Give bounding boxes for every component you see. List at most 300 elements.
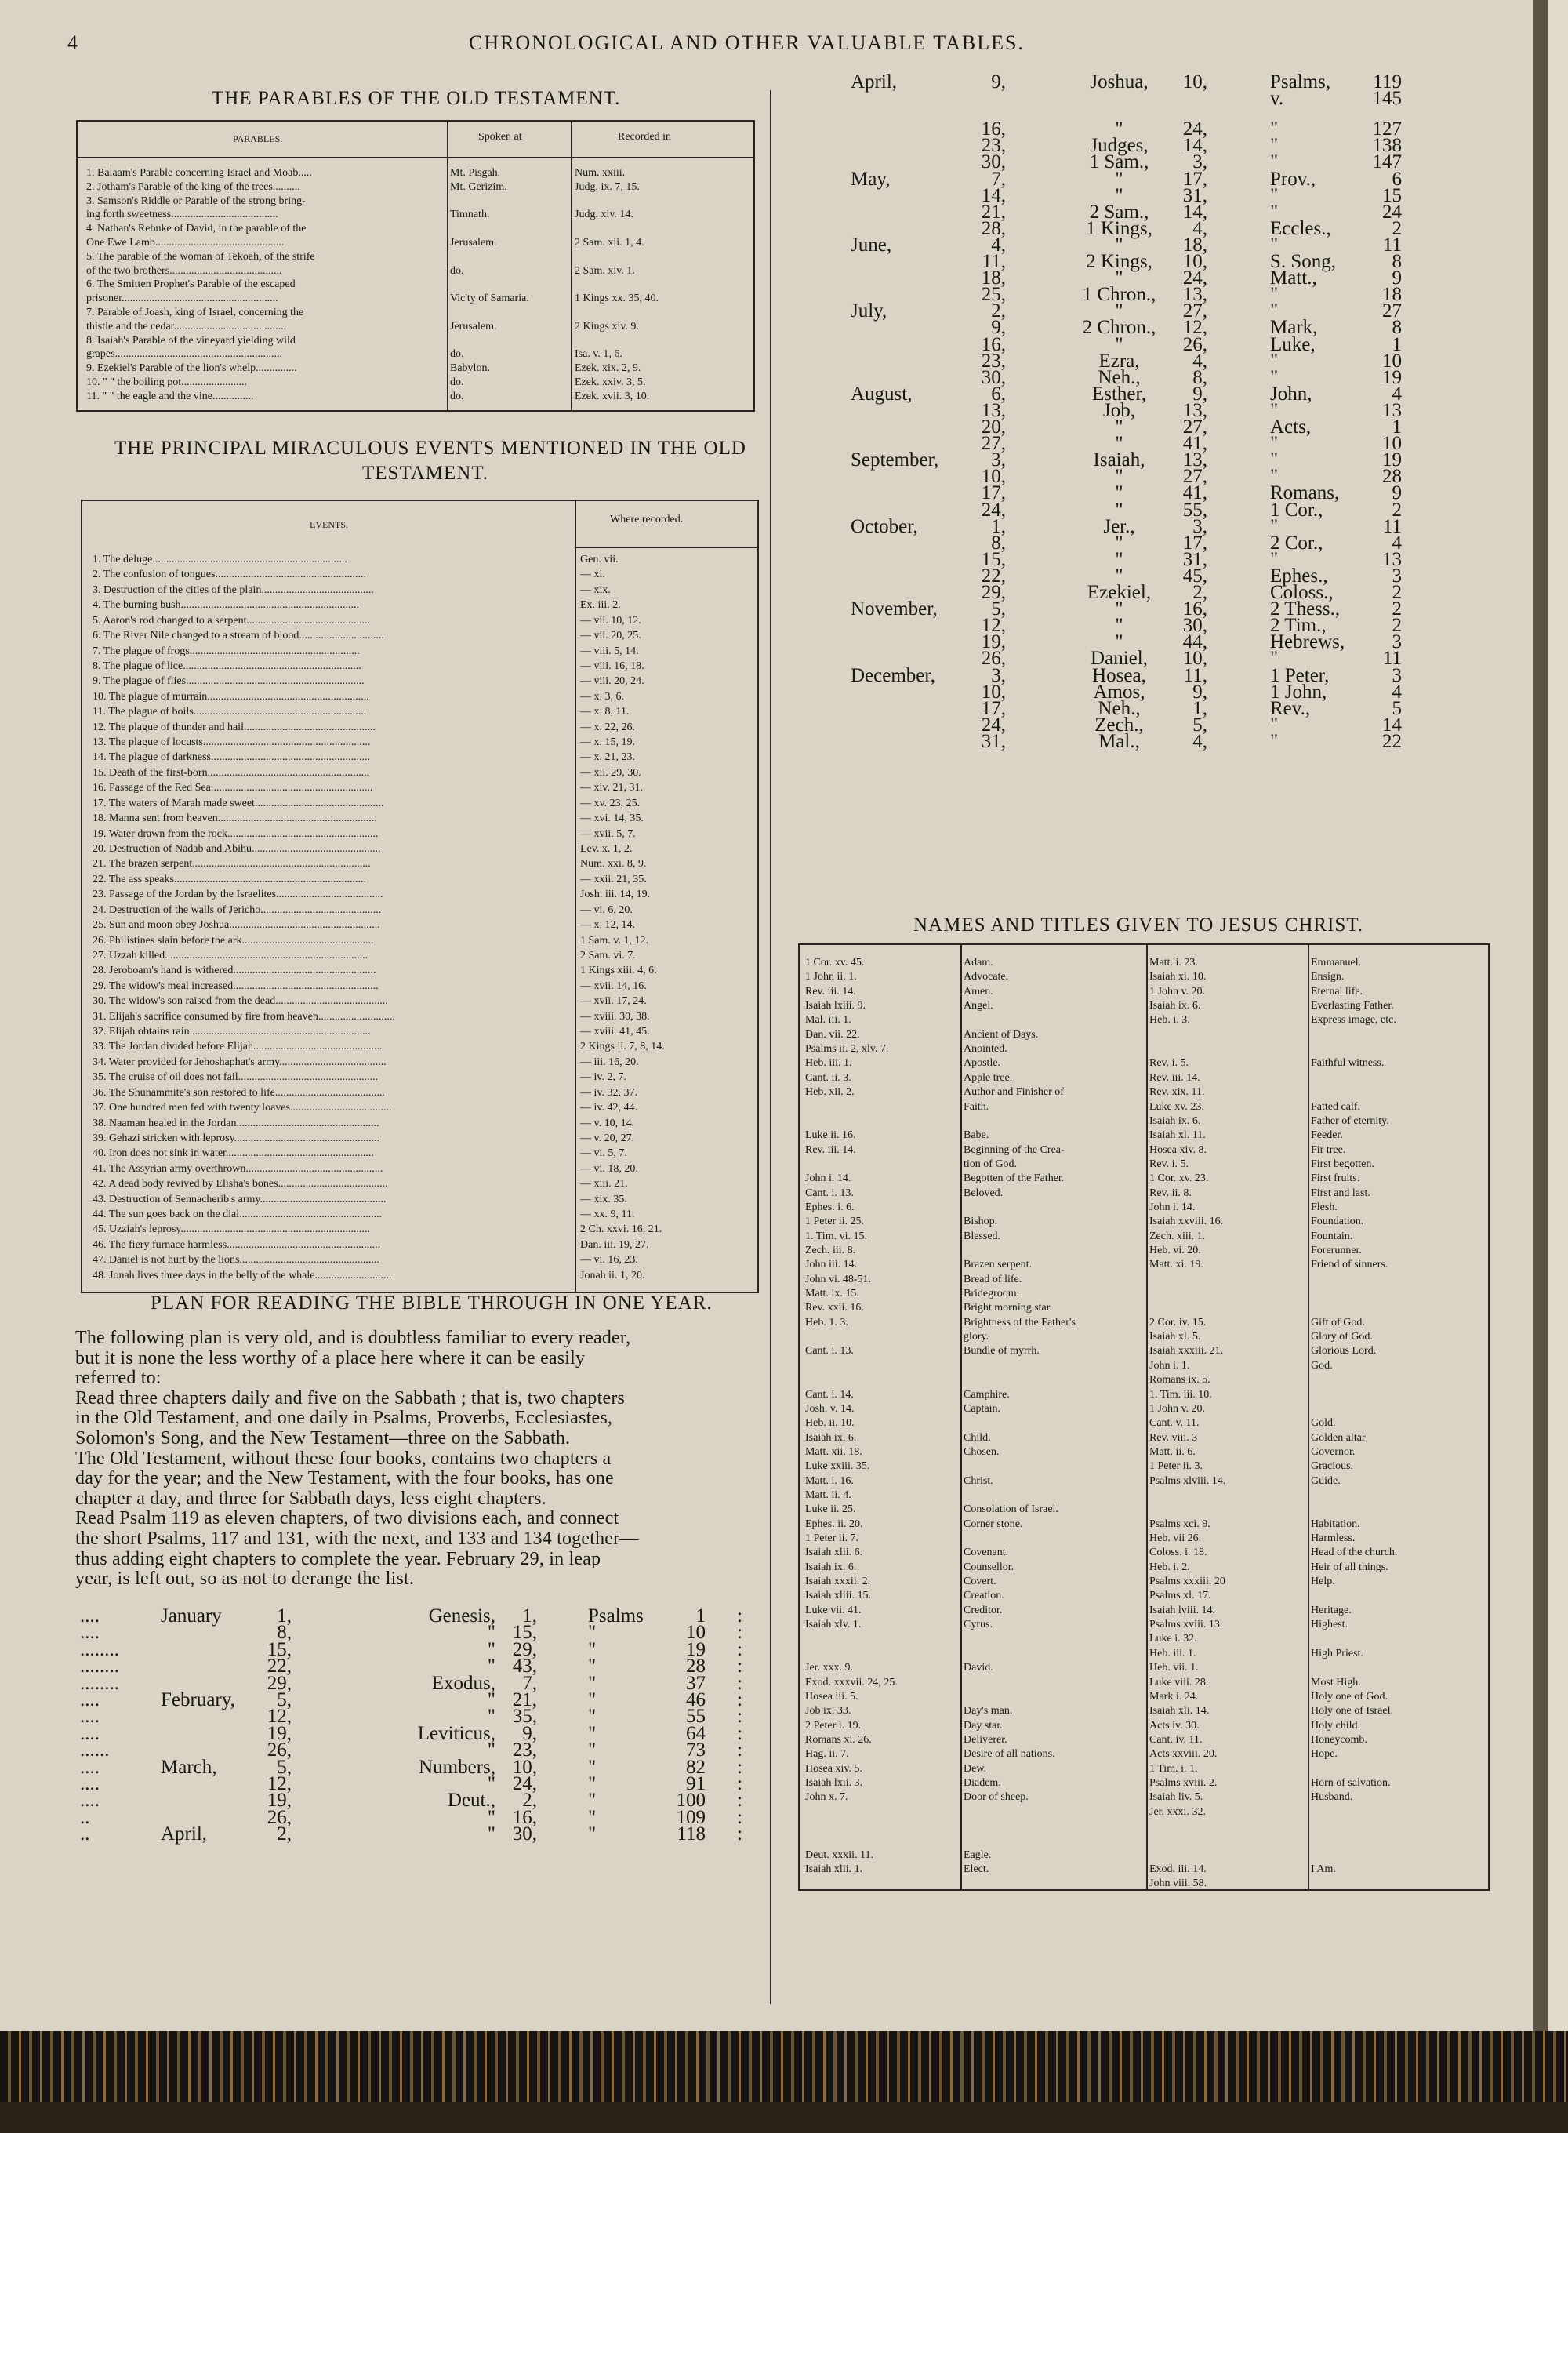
events-header-where: Where recorded. — [610, 514, 684, 525]
reading-psalm-chapter: 8 — [1392, 251, 1402, 272]
names-col4-name: Express image, etc. — [1311, 1014, 1396, 1027]
reading-psalm-book: 1 Peter, — [1270, 664, 1330, 686]
reading-psalm-book: " — [1270, 118, 1279, 140]
names-col2-name: Covert. — [964, 1576, 996, 1588]
names-col3-ref: 1 Peter ii. 3. — [1149, 1460, 1203, 1473]
reading-psalm-book: Matt., — [1270, 267, 1317, 289]
reading-day: 16, — [981, 333, 1006, 355]
plan-text-line: day for the year; and the New Testament, with the four books, has one — [75, 1468, 614, 1489]
names-col4-name: Highest. — [1311, 1619, 1348, 1631]
event-row-text: 30. The widow's son raised from the dead......................................... — [93, 995, 388, 1008]
reading-day: 3, — [991, 664, 1006, 686]
event-row-text: 14. The plague of darkness.......................................................... — [93, 751, 370, 764]
names-col2-name: Angel. — [964, 1000, 993, 1012]
reading-dots: ........ — [80, 1638, 119, 1660]
event-row-ref: Jonah ii. 1, 20. — [580, 1269, 645, 1281]
reading-chapter: 30, — [1182, 615, 1207, 637]
names-col3-ref: 1 John v. 20. — [1149, 1402, 1206, 1415]
reading-day: 7, — [991, 168, 1006, 190]
parable-row-text: 10. " " the boiling pot........................ — [86, 376, 248, 388]
names-col4-name: Flesh. — [1311, 1201, 1338, 1213]
names-col1-ref: Isaiah lxiii. 9. — [805, 1000, 866, 1012]
event-row-ref: — x. 3, 6. — [580, 690, 624, 703]
names-col3-ref: Isaiah xxxiii. 21. — [1149, 1345, 1224, 1358]
names-col4-name: Fir tree. — [1311, 1143, 1346, 1156]
names-col3-ref: Rev. viii. 3 — [1149, 1431, 1198, 1444]
names-col3-ref: 1. Tim. iii. 10. — [1149, 1388, 1212, 1401]
reading-book: " — [487, 1689, 495, 1710]
event-row-text: 3. Destruction of the cities of the plain......................................... — [93, 583, 374, 596]
names-col2-name: Cyrus. — [964, 1619, 993, 1631]
event-row-ref: 2 Sam. vi. 7. — [580, 949, 636, 961]
names-col3-ref: Isaiah ix. 6. — [1149, 1114, 1201, 1127]
plan-text-line: thus adding eight chapters to complete the year. February 29, in leap — [75, 1548, 601, 1569]
names-col3-ref: Heb. vii. 1. — [1149, 1662, 1199, 1674]
names-col4-name: Horn of salvation. — [1311, 1776, 1391, 1789]
reading-book: " — [487, 1806, 495, 1828]
parable-row-ref: 1 Kings xx. 35, 40. — [575, 293, 659, 305]
reading-day: 15, — [981, 548, 1006, 570]
reading-chapter: 10, — [512, 1756, 537, 1778]
reading-psalm-book: " — [1270, 449, 1279, 471]
parable-row-ref: Ezek. xxiv. 3, 5. — [575, 376, 646, 388]
event-row-ref: — vii. 20, 25. — [580, 630, 641, 642]
names-col2-name: Brightness of the Father's — [964, 1316, 1076, 1329]
event-row-ref: 2 Kings ii. 7, 8, 14. — [580, 1041, 665, 1053]
names-col4-name: Gracious. — [1311, 1460, 1354, 1473]
names-col3-ref: Romans ix. 5. — [1149, 1374, 1210, 1387]
event-row-text: 18. Manna sent from heaven.......................................................... — [93, 812, 377, 825]
parable-row-ref: 2 Kings xiv. 9. — [575, 320, 639, 333]
reading-psalm-book: " — [1270, 548, 1279, 570]
names-col1-ref: Luke ii. 25. — [805, 1503, 856, 1516]
names-col1-ref: Hosea xiv. 5. — [805, 1762, 862, 1775]
event-row-ref: — xvii. 14, 16. — [580, 980, 647, 992]
reading-psalm-book: " — [1270, 366, 1279, 388]
event-row-ref: — vii. 10, 12. — [580, 614, 641, 627]
names-col3-ref: Isaiah lviii. 14. — [1149, 1604, 1215, 1616]
reading-book: Zech., — [1094, 714, 1144, 736]
reading-psalm-chapter: 11 — [1382, 515, 1402, 537]
event-row-text: 5. Aaron's rod changed to a serpent............................................. — [93, 614, 371, 627]
reading-book: Exodus, — [431, 1672, 495, 1694]
names-col3-ref: Matt. xi. 19. — [1149, 1259, 1203, 1271]
reading-end-mark: : — [737, 1706, 742, 1728]
names-col3-ref: Acts xxviii. 20. — [1149, 1748, 1218, 1761]
names-col2-name: Counsellor. — [964, 1561, 1014, 1573]
event-row-ref: 2 Ch. xxvi. 16, 21. — [580, 1223, 662, 1236]
reading-psalm-book: " — [588, 1806, 597, 1828]
event-row-ref: — xviii. 30, 38. — [580, 1010, 650, 1023]
names-col3-ref: Hosea xiv. 8. — [1149, 1143, 1207, 1156]
names-col3-ref: Cant. v. 11. — [1149, 1417, 1200, 1430]
names-col2-name: Desire of all nations. — [964, 1748, 1055, 1761]
reading-book: " — [1115, 466, 1123, 488]
event-row-ref: — viii. 16, 18. — [580, 660, 644, 672]
names-col1-ref: Luke xxiii. 35. — [805, 1460, 870, 1473]
event-row-ref: — iv. 42, 44. — [580, 1102, 637, 1114]
reading-book: 1 Sam., — [1089, 151, 1149, 173]
names-col3-ref: 1 Cor. xv. 23. — [1149, 1172, 1209, 1185]
reading-book: Job, — [1103, 399, 1135, 421]
reading-psalm-book: " — [588, 1823, 597, 1845]
reading-book: Neh., — [1098, 366, 1141, 388]
reading-chapter: 9, — [1192, 681, 1207, 703]
reading-chapter: 10, — [1182, 71, 1207, 93]
event-row-text: 10. The plague of murrain........................................................... — [93, 690, 369, 703]
parable-row-place: Mt. Pisgah. — [450, 167, 501, 179]
names-col2-name: Chosen. — [964, 1445, 1000, 1458]
parable-row-place: Jerusalem. — [450, 320, 497, 333]
reading-book: Judges, — [1090, 135, 1149, 157]
names-col2-name: David. — [964, 1662, 993, 1674]
reading-psalm-book: Coloss., — [1270, 582, 1334, 603]
reading-psalm-chapter: 2 — [1392, 582, 1402, 603]
reading-day: 29, — [267, 1672, 292, 1694]
reading-day: 10, — [981, 681, 1006, 703]
event-row-text: 35. The cruise of oil does not fail................................................... — [93, 1071, 379, 1084]
reading-chapter: 31, — [1182, 548, 1207, 570]
parable-row-place: Timnath. — [450, 209, 490, 221]
names-col1-ref: Luke ii. 16. — [805, 1129, 856, 1142]
reading-end-mark: : — [737, 1689, 742, 1710]
parable-row-text: 2. Jotham's Parable of the king of the trees.......... — [86, 180, 300, 193]
reading-chapter: 12, — [1182, 317, 1207, 339]
names-col2-name: Brazen serpent. — [964, 1259, 1033, 1271]
reading-book: Jer., — [1103, 515, 1135, 537]
reading-psalm-chapter: 91 — [686, 1773, 706, 1794]
reading-psalm-chapter: 3 — [1392, 631, 1402, 653]
event-row-text: 11. The plague of boils............................................................... — [93, 706, 367, 718]
reading-psalm-book: " — [1270, 433, 1279, 455]
names-col1-ref: Matt. ii. 4. — [805, 1488, 851, 1501]
reading-day: 6, — [991, 383, 1006, 405]
reading-psalm-chapter: 82 — [686, 1756, 706, 1778]
event-row-text: 6. The River Nile changed to a stream of blood............................... — [93, 630, 384, 642]
reading-psalm-chapter: 119 — [1373, 71, 1402, 93]
reading-day: 26, — [267, 1806, 292, 1828]
plan-text-line: Read three chapters daily and five on the Sabbath ; that is, two chapters — [75, 1387, 626, 1408]
reading-psalm-chapter: 1 — [695, 1605, 706, 1627]
names-col4-name: Head of the church. — [1311, 1547, 1398, 1559]
reading-book: Leviticus, — [417, 1722, 495, 1744]
reading-day: 9, — [991, 317, 1006, 339]
event-row-ref: — xix. — [580, 583, 611, 596]
event-row-ref: — iii. 16, 20. — [580, 1056, 639, 1068]
event-row-text: 47. Daniel is not hurt by the lions................................................... — [93, 1254, 379, 1267]
reading-chapter: 1, — [1192, 697, 1207, 719]
reading-chapter: 13, — [1182, 449, 1207, 471]
event-row-text: 44. The sun goes back on the dial.................................................... — [93, 1209, 383, 1221]
reading-psalm-chapter: 19 — [1382, 366, 1402, 388]
reading-book: " — [1115, 118, 1123, 140]
reading-chapter: 41, — [1182, 482, 1207, 504]
reading-psalm-book: v. — [1270, 88, 1284, 110]
reading-dots: .. — [80, 1806, 90, 1828]
parable-row-place: do. — [450, 390, 464, 402]
reading-day: 10, — [981, 466, 1006, 488]
names-col4-name: Holy one of God. — [1311, 1690, 1388, 1703]
reading-book: Ezra, — [1098, 350, 1140, 372]
names-col3-ref: Heb. vi. 20. — [1149, 1245, 1201, 1256]
names-col2-name: Amen. — [964, 985, 993, 998]
event-row-text: 29. The widow's meal increased..................................................... — [93, 980, 379, 992]
reading-psalm-book: Psalms — [588, 1605, 644, 1627]
reading-psalm-book: Romans, — [1270, 482, 1340, 504]
reading-chapter: 17, — [1182, 532, 1207, 554]
reading-day: 12, — [267, 1773, 292, 1794]
parables-header-rule — [76, 157, 753, 158]
reading-day: 1, — [991, 515, 1006, 537]
reading-chapter: 3, — [1192, 515, 1207, 537]
names-col3-ref: Psalms xl. 17. — [1149, 1590, 1211, 1602]
event-row-text: 46. The fiery furnace harmless........................................................ — [93, 1238, 381, 1251]
reading-book: " — [1115, 532, 1123, 554]
names-col3-ref: Psalms xviii. 13. — [1149, 1619, 1223, 1631]
reading-book: " — [1115, 168, 1123, 190]
names-col3-ref: Acts iv. 30. — [1149, 1719, 1200, 1732]
reading-month: August, — [851, 383, 913, 405]
reading-chapter: 16, — [512, 1806, 537, 1828]
reading-psalm-chapter: 1 — [1392, 416, 1402, 438]
reading-chapter: 27, — [1182, 466, 1207, 488]
reading-psalm-book: Acts, — [1270, 416, 1312, 438]
event-row-ref: — x. 15, 19. — [580, 736, 635, 749]
event-row-text: 33. The Jordan divided before Elijah............................................... — [93, 1041, 383, 1053]
parable-row-text: 1. Balaam's Parable concerning Israel and Moab..... — [86, 167, 312, 179]
reading-psalm-chapter: 1 — [1392, 333, 1402, 355]
names-col4-name: Heir of all things. — [1311, 1561, 1388, 1573]
reading-day: 5, — [991, 598, 1006, 620]
reading-psalm-book: " — [1270, 184, 1279, 206]
reading-dots: .. — [80, 1823, 90, 1845]
reading-day: 12, — [267, 1706, 292, 1728]
names-col1-ref: 1. Tim. vi. 15. — [805, 1230, 867, 1242]
reading-psalm-book: " — [1270, 350, 1279, 372]
reading-dots: .... — [80, 1706, 100, 1728]
reading-book: " — [487, 1739, 495, 1761]
reading-psalm-book: " — [1270, 234, 1279, 256]
names-col1-ref: Matt. ix. 15. — [805, 1288, 859, 1300]
parable-row-text: 3. Samson's Riddle or Parable of the strong bring- — [86, 194, 306, 207]
names-col1-ref: Isaiah xlii. 6. — [805, 1547, 863, 1559]
next-page-edge — [1548, 0, 1568, 2039]
names-col1-ref: Job ix. 33. — [805, 1705, 851, 1717]
reading-day: 17, — [981, 482, 1006, 504]
running-header: CHRONOLOGICAL AND OTHER VALUABLE TABLES. — [469, 31, 1025, 54]
reading-chapter: 4, — [1192, 350, 1207, 372]
names-col3-ref: Heb. iii. 1. — [1149, 1647, 1196, 1659]
reading-psalm-book: 2 Cor., — [1270, 532, 1323, 554]
reading-end-mark: : — [737, 1756, 742, 1778]
reading-psalm-book: Ephes., — [1270, 565, 1328, 587]
reading-chapter: 4, — [1192, 730, 1207, 752]
names-col4-name: Fountain. — [1311, 1230, 1353, 1242]
names-col3-ref: Isaiah xi. 10. — [1149, 971, 1207, 983]
event-row-text: 41. The Assyrian army overthrown.................................................. — [93, 1162, 383, 1175]
reading-psalm-book: Hebrews, — [1270, 631, 1345, 653]
parable-row-place: do. — [450, 348, 464, 361]
reading-end-mark: : — [737, 1806, 742, 1828]
reading-book: " — [1115, 433, 1123, 455]
reading-chapter: 4, — [1192, 217, 1207, 239]
reading-chapter: 24, — [1182, 267, 1207, 289]
reading-psalm-book: " — [1270, 714, 1279, 736]
names-divider-2 — [1146, 943, 1148, 1889]
names-col1-ref: Cant. ii. 3. — [805, 1071, 851, 1084]
reading-psalm-book: " — [588, 1706, 597, 1728]
names-col4-name: Help. — [1311, 1576, 1335, 1588]
names-col4-name: Eternal life. — [1311, 985, 1363, 998]
reading-psalm-book: " — [1270, 151, 1279, 173]
reading-day: 21, — [981, 201, 1006, 223]
event-row-text: 34. Water provided for Jehoshaphat's army....................................... — [93, 1056, 387, 1068]
reading-month: September, — [851, 449, 939, 471]
reading-end-mark: : — [737, 1638, 742, 1660]
reading-psalm-book: 1 Cor., — [1270, 499, 1323, 521]
event-row-text: 40. Iron does not sink in water...................................................... — [93, 1147, 374, 1160]
events-header-events: EVENTS. — [310, 519, 348, 530]
parable-row-place: do. — [450, 264, 464, 277]
reading-psalm-chapter: 2 — [1392, 217, 1402, 239]
event-row-text: 16. Passage of the Red Sea........................................................... — [93, 782, 373, 794]
names-col2-name: Captain. — [964, 1402, 1001, 1415]
reading-psalm-chapter: 2 — [1392, 615, 1402, 637]
reading-chapter: 35, — [512, 1706, 537, 1728]
reading-month: June, — [851, 234, 892, 256]
reading-end-mark: : — [737, 1823, 742, 1845]
reading-psalm-book: 2 Thess., — [1270, 598, 1341, 620]
names-col1-ref: John iii. 14. — [805, 1259, 858, 1271]
names-col1-ref: Josh. v. 14. — [805, 1402, 855, 1415]
reading-book: 1 Chron., — [1082, 284, 1156, 306]
plan-title: PLAN FOR READING THE BIBLE THROUGH IN ONE YEAR. — [151, 1292, 713, 1314]
names-col3-ref: Coloss. i. 18. — [1149, 1547, 1207, 1559]
reading-psalm-book: " — [588, 1672, 597, 1694]
names-col3-ref: 2 Cor. iv. 15. — [1149, 1316, 1207, 1329]
reading-chapter: 18, — [1182, 234, 1207, 256]
names-col3-ref: Heb. vii 26. — [1149, 1532, 1202, 1544]
names-col2-name: Diadem. — [964, 1776, 1001, 1789]
event-row-ref: — vi. 6, 20. — [580, 903, 633, 916]
names-col3-ref: Heb. i. 2. — [1149, 1561, 1190, 1573]
event-row-ref: — x. 21, 23. — [580, 751, 635, 764]
reading-dots: ........ — [80, 1656, 119, 1677]
plan-text-line: in the Old Testament, and one daily in Psalms, Proverbs, Ecclesiastes, — [75, 1408, 613, 1429]
plan-text-line: year, is left out, so as not to derange the list. — [75, 1568, 415, 1590]
reading-chapter: 9, — [522, 1722, 537, 1744]
reading-chapter: 29, — [512, 1638, 537, 1660]
names-col2-name: Elect. — [964, 1863, 989, 1876]
reading-psalm-chapter: 27 — [1382, 300, 1402, 322]
reading-psalm-book: " — [588, 1622, 597, 1644]
reading-psalm-book: 1 John, — [1270, 681, 1327, 703]
names-col1-ref: Psalms ii. 2, xlv. 7. — [805, 1043, 889, 1056]
names-col4-name: Gift of God. — [1311, 1316, 1365, 1329]
reading-book: " — [1115, 300, 1123, 322]
names-col1-ref: Isaiah ix. 6. — [805, 1561, 857, 1573]
names-col3-ref: Mark i. 24. — [1149, 1690, 1199, 1703]
reading-psalm-chapter: 24 — [1382, 201, 1402, 223]
plan-text-line: The following plan is very old, and is doubtless familiar to every reader, — [75, 1328, 631, 1348]
reading-day: 22, — [981, 565, 1006, 587]
parable-row-text: 9. Ezekiel's Parable of the lion's whelp............... — [86, 362, 297, 375]
reading-psalm-book: " — [588, 1773, 597, 1794]
reading-chapter: 2, — [522, 1790, 537, 1812]
event-row-ref: — xx. 9, 11. — [580, 1209, 635, 1221]
event-row-ref: — x. 8, 11. — [580, 706, 630, 718]
reading-chapter: 24, — [512, 1773, 537, 1794]
reading-book: Ezekiel, — [1087, 582, 1152, 603]
reading-end-mark: : — [737, 1790, 742, 1812]
reading-psalm-chapter: 4 — [1392, 383, 1402, 405]
reading-psalm-chapter: 145 — [1372, 88, 1402, 110]
event-row-ref: Lev. x. 1, 2. — [580, 842, 633, 855]
reading-day: 23, — [981, 135, 1006, 157]
names-divider-1 — [960, 943, 962, 1889]
reading-day: 4, — [991, 234, 1006, 256]
names-col2-name: Adam. — [964, 957, 993, 969]
reading-dots: .... — [80, 1605, 100, 1627]
reading-book: Daniel, — [1091, 648, 1148, 670]
reading-book: Numbers, — [419, 1756, 495, 1778]
names-col4-name: First fruits. — [1311, 1172, 1360, 1185]
reading-psalm-book: " — [588, 1790, 597, 1812]
reading-day: 27, — [981, 433, 1006, 455]
reading-psalm-chapter: 10 — [1382, 350, 1402, 372]
names-col2-name: Day star. — [964, 1719, 1003, 1732]
names-col2-name: Corner stone. — [964, 1518, 1023, 1530]
names-col1-ref: Exod. xxxvii. 24, 25. — [805, 1676, 898, 1688]
reading-chapter: 7, — [522, 1672, 537, 1694]
reading-psalm-chapter: 127 — [1372, 118, 1402, 140]
reading-book: " — [1115, 482, 1123, 504]
event-row-ref: — xvi. 14, 35. — [580, 812, 644, 825]
reading-book: " — [1115, 548, 1123, 570]
reading-day: 26, — [981, 648, 1006, 670]
reading-month: December, — [851, 664, 935, 686]
names-col1-ref: Isaiah xxxii. 2. — [805, 1576, 871, 1588]
names-col1-ref: John x. 7. — [805, 1791, 848, 1804]
event-row-ref: 1 Sam. v. 1, 12. — [580, 934, 648, 947]
event-row-ref: — vi. 16, 23. — [580, 1254, 638, 1267]
events-title-line1: THE PRINCIPAL MIRACULOUS EVENTS MENTIONED IN THE OLD — [114, 438, 746, 459]
event-row-ref: — viii. 20, 24. — [580, 675, 644, 688]
names-col3-ref: Luke viii. 28. — [1149, 1676, 1209, 1688]
parable-row-ref: Ezek. xvii. 3, 10. — [575, 390, 650, 402]
reading-day: 20, — [981, 416, 1006, 438]
event-row-text: 17. The waters of Marah made sweet............................................... — [93, 797, 384, 809]
event-row-ref: Ex. iii. 2. — [580, 599, 621, 612]
names-col2-name: Beginning of the Crea- — [964, 1143, 1065, 1156]
reading-psalm-chapter: 46 — [686, 1689, 706, 1710]
reading-psalm-book: Luke, — [1270, 333, 1316, 355]
event-row-ref: — xiii. 21. — [580, 1178, 628, 1190]
names-col4-name: Harmless. — [1311, 1532, 1356, 1544]
event-row-ref: — xviii. 41, 45. — [580, 1026, 650, 1038]
names-col2-name: Begotten of the Father. — [964, 1172, 1065, 1185]
names-col1-ref: Heb. iii. 1. — [805, 1057, 852, 1070]
event-row-text: 4. The burning bush................................................................. — [93, 599, 360, 612]
reading-day: 11, — [982, 251, 1006, 272]
names-col1-ref: 1 Peter ii. 7. — [805, 1532, 859, 1544]
reading-day: 29, — [981, 582, 1006, 603]
reading-psalm-chapter: 73 — [686, 1739, 706, 1761]
reading-book: " — [1115, 184, 1123, 206]
event-row-text: 9. The plague of flies................................................................. — [93, 675, 365, 688]
names-col1-ref: Heb. 1. 3. — [805, 1316, 848, 1329]
event-row-ref: — v. 10, 14. — [580, 1117, 635, 1129]
